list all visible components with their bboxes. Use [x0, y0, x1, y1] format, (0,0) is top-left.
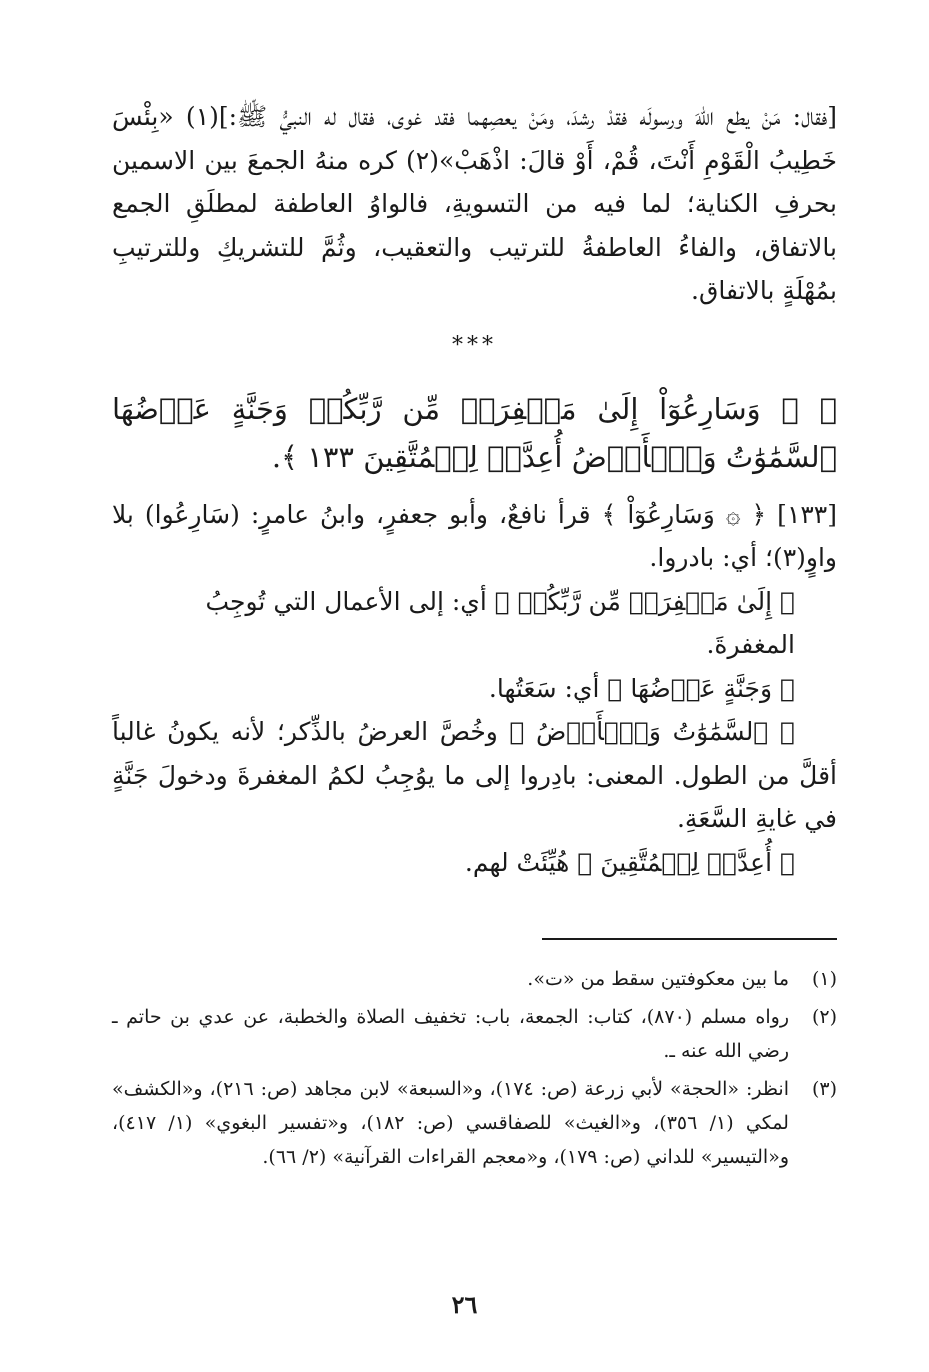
- footnote-separator: [542, 938, 837, 940]
- footnote-item: [112, 962, 837, 996]
- intro-paragraph: [فقال: مَنْ يطع اللهَ ورسولَه فقدْ رشدَ، ومَنْ يعصِهما فقد غوى، فقال له النبيُّ ﷺ:](١) «بِئْسَ خَطِيبُ الْقَوْمِ أَنْتَ، قُمْ، أَوْ قالَ: اذْهَبْ»(٢) كره منهُ الجمعَ بين الاسمين بحرفِ الكناية؛ لما فيه من التسويةِ، فالواوُ العاطفة لمطلَقِ الجمع بالاتفاق، والفاءُ العاطفةُ للترتيب والتعقيب، وثُمَّ للتشريكِ وللترتيبِ بمُهْلَةٍ بالاتفاق.: [112, 102, 837, 305]
- footnote-item: [112, 1072, 837, 1174]
- commentary-samawat: ﴿ ٱلسَّمَٰوَٰتُ وَٱلۡأَرۡضُ ﴾ وخُصَّ العرضُ بالذِّكر؛ لأنه يكونُ غالباً أقلَّ من الطول. المعنى: بادِروا إلى ما يوُجِبُ لكمُ المغفرةَ ودخولَ جَنَّةٍ في غايةِ السَّعَةِ.: [112, 717, 837, 833]
- footnote-number: (١): [811, 968, 837, 990]
- commentary-jannah: ﴿ وَجَنَّةٍ عَرۡضُهَا ﴾ أي: سَعَتُها.: [488, 673, 795, 703]
- footnote-text: انظر: «الحجة» لأبي زرعة (ص: ١٧٤)، و«السبعة» لابن مجاهد (ص: ٢١٦)، و«الكشف» لمكي (١/ ٣٥٦)، و«الغيث» للصفاقسي (ص: ١٨٢)، و«تفسير البغوي» (١/ ٤١٧)، و«التيسير» للداني (ص: ١٧٩)، و«معجم القراءات القرآنية» (٢/ ٦٦).: [112, 1078, 789, 1168]
- page-number: ٢٦: [451, 1290, 478, 1319]
- footnote-text: ما بين معكوفتين سقط من «ت».: [527, 968, 789, 990]
- footnote-item: [112, 1000, 837, 1068]
- commentary-verse-number: [١٣٣] ﴿ ۞ وَسَارِعُوٓاْ ﴾ قرأ نافعٌ، وأبو جعفرٍ، وابنُ عامرٍ: (سَارِعُوا) بلا واوٍ(٣)؛ أي: بادروا.: [112, 499, 837, 572]
- footnotes: [112, 962, 837, 1178]
- page-body: [112, 95, 837, 884]
- commentary-maghfira: ﴿ إِلَىٰ مَغۡفِرَةٖ مِّن رَّبِّكُمۡ ﴾ أي: إلى الأعمال التي تُوجِبُ المغفرةَ.: [205, 586, 795, 659]
- quran-verse: ﴿ ۞ وَسَارِعُوٓاْ إِلَىٰ مَغۡفِرَةٖ مِّن رَّبِّكُمۡ وَجَنَّةٍ عَرۡضُهَا ٱلسَّمَٰوَٰتُ وَٱلۡأَرۡضُ أُعِدَّتۡ لِلۡمُتَّقِينَ ١٣٣ ﴾.: [112, 391, 837, 474]
- footnote-text: رواه مسلم (٨٧٠)، كتاب: الجمعة، باب: تخفيف الصلاة والخطبة، عن عدي بن حاتم ـ رضي الله عنه ـ.: [112, 1006, 789, 1062]
- footnote-number: (٢): [811, 1006, 837, 1028]
- footnote-number: (٣): [811, 1078, 837, 1100]
- commentary-muttaqin: ﴿ أُعِدَّتۡ لِلۡمُتَّقِينَ ﴾ هُيِّئَتْ لهم.: [464, 847, 795, 877]
- section-separator: ***: [452, 332, 497, 358]
